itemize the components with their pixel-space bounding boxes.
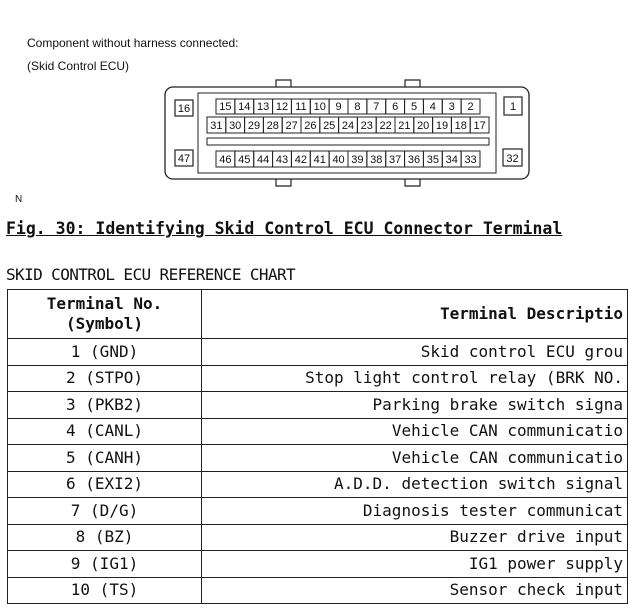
pin-label: 18 [454, 120, 467, 132]
pin-label: 5 [410, 101, 418, 113]
figure-caption-line1: Component without harness connected: [27, 36, 239, 50]
pin-label: 7 [373, 101, 380, 113]
description-cell: Parking brake switch signa [202, 392, 628, 419]
pin-label: 21 [398, 120, 411, 132]
terminal-cell: 3 (PKB2) [8, 392, 202, 419]
pin-label: 13 [257, 101, 270, 113]
pin-label: 11 [295, 101, 307, 113]
terminal-cell: 5 (CANH) [8, 445, 202, 472]
table-row [8, 445, 628, 472]
pin-label: 3 [448, 101, 455, 113]
terminal-cell: 2 (STPO) [8, 365, 202, 392]
table-row [8, 365, 628, 392]
pin-label: 27 [285, 120, 298, 132]
pin-label: 46 [219, 154, 232, 166]
pin-label: 10 [313, 101, 326, 113]
table-row [8, 551, 628, 578]
pin-label: 12 [275, 101, 289, 113]
table-row [8, 418, 628, 445]
description-cell: Skid control ECU grou [202, 339, 628, 366]
table-row [8, 339, 628, 366]
reference-chart-title: SKID CONTROL ECU REFERENCE CHART [6, 265, 296, 284]
pin-label: 44 [257, 154, 270, 166]
pin-label: 45 [238, 154, 251, 166]
pin-label: 9 [335, 101, 342, 113]
pin-label: 23 [360, 120, 373, 132]
table-row [8, 392, 628, 419]
terminal-cell: 4 (CANL) [8, 418, 202, 445]
pin-label: 25 [323, 120, 336, 132]
terminal-cell: 8 (BZ) [8, 524, 202, 551]
pin-label: 31 [210, 120, 223, 132]
pin-label: 39 [351, 154, 364, 166]
figure-title: Fig. 30: Identifying Skid Control ECU Connector Terminal [6, 219, 563, 238]
pin-label: 32 [506, 153, 519, 165]
terminal-cell: 10 (TS) [8, 577, 202, 604]
terminal-header-line1: Terminal No. [46, 294, 163, 313]
pin-label: 41 [313, 154, 326, 166]
north-label: N [15, 194, 23, 205]
pin-label: 16 [177, 103, 191, 115]
pin-label: 4 [429, 101, 436, 113]
table-header-row [8, 290, 628, 339]
pin-label: 42 [294, 154, 307, 166]
pin-label: 2 [467, 101, 474, 113]
description-cell: Sensor check input [202, 577, 628, 604]
pin-label: 14 [238, 101, 251, 113]
description-cell: Stop light control relay (BRK NO. [202, 365, 628, 392]
terminal-cell: 1 (GND) [8, 339, 202, 366]
pin-label: 33 [464, 154, 477, 166]
table-row [8, 524, 628, 551]
pin-label: 29 [247, 120, 261, 132]
table-row [8, 471, 628, 498]
description-cell: A.D.D. detection switch signal [202, 471, 628, 498]
pin-label: 8 [354, 101, 361, 113]
pin-label: 35 [426, 154, 439, 166]
terminal-cell: 6 (EXI2) [8, 471, 202, 498]
figure-caption-line2: (Skid Control ECU) [27, 59, 130, 73]
pin-label: 17 [473, 120, 486, 132]
terminal-cell: 9 (IG1) [8, 551, 202, 578]
terminal-column-header [8, 290, 202, 339]
connector-diagram [0, 0, 601, 215]
pin-label: 24 [341, 120, 355, 132]
description-column-header: Terminal Descriptio [202, 290, 628, 339]
pin-label: 40 [332, 154, 345, 166]
terminal-header-line2: (Symbol) [65, 314, 144, 333]
description-cell: Diagnosis tester communicat [202, 498, 628, 525]
description-cell: Vehicle CAN communicatio [202, 445, 628, 472]
description-cell: IG1 power supply [202, 551, 628, 578]
pin-label: 22 [379, 120, 392, 132]
pin-label: 38 [370, 154, 383, 166]
pin-label: 36 [407, 154, 421, 166]
reference-table [7, 289, 628, 604]
description-cell: Vehicle CAN communicatio [202, 418, 628, 445]
pin-label: 47 [177, 153, 191, 165]
terminal-cell: 7 (D/G) [8, 498, 202, 525]
pin-label: 1 [509, 101, 517, 113]
pin-label: 19 [435, 120, 449, 132]
description-cell: Buzzer drive input [202, 524, 628, 551]
pin-label: 37 [389, 154, 402, 166]
pin-label: 15 [219, 101, 232, 113]
pin-label: 30 [229, 120, 242, 132]
connector-figure [0, 0, 601, 215]
pin-label: 26 [304, 120, 317, 132]
pin-label: 6 [392, 101, 399, 113]
pin-label: 34 [445, 154, 458, 166]
pin-label: 43 [275, 154, 289, 166]
table-row [8, 498, 628, 525]
table-row [8, 577, 628, 604]
pin-label: 28 [266, 120, 279, 132]
pin-label: 20 [417, 120, 430, 132]
